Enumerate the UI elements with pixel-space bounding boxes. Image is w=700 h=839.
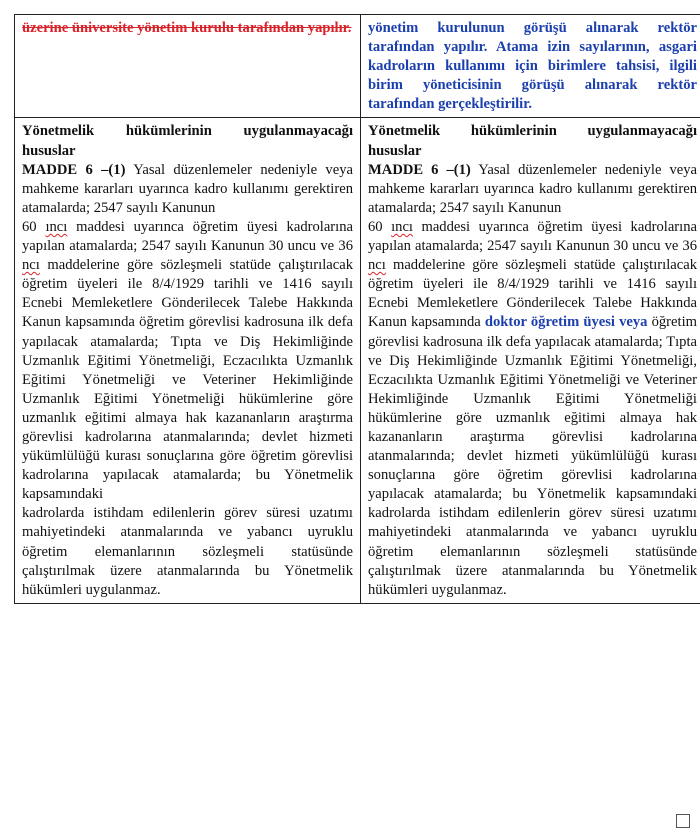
- paragraph-text: maddelerine göre sözleşmeli statüde çalıştırılacak öğretim üyeleri ile 8/4/1929 tarihli ve 1416 sayılı Ecnebi Memleketlere Gönderilecek Talebe Hakkında Kanun kapsamında öğretim görevlisi kadrosuna ilk defa yapılacak atamalarda; Tıpta ve Diş Hekimliğinde Uzmanlık Eğitimi Yönetmeliği, Eczacılıkta Uzmanlık Eğitimi Yönetmeliği ve Veteriner Hekimliğinde Uzmanlık Eğitimi Yönetmeliği hükümlerine göre uzmanlık eğitimi almaya hak kazananların araştırma görevlisi kadrolarına atanmalarında; devlet hizmeti yükümlülüğü kurası sonuçlarına göre öğretim görevlisi kadrolarına yapılacak atamalarda; bu Yönetmelik kapsamındaki: [22, 257, 353, 503]
- paragraph: [368, 161, 697, 218]
- section-heading: Yönetmelik hükümlerinin uygulanmayacağı hususlar: [368, 123, 697, 159]
- table-row: [15, 118, 700, 603]
- paragraph: [22, 218, 353, 504]
- inserted-text: doktor öğretim üyesi veya: [484, 314, 648, 331]
- old-text-cell: [15, 15, 361, 118]
- paragraph-text: Yasal düzenlemeler nedeniyle veya mahkeme kararları uyarınca kadro kullanımı gerektiren atamalarda; 2547 sayılı Kanunun: [22, 161, 353, 216]
- paragraph: [22, 161, 353, 218]
- deleted-text: üzerine üniversite yönetim kurulu tarafından yapılır.: [22, 20, 352, 36]
- paragraph-text: Yasal düzenlemeler nedeniyle veya mahkeme kararları uyarınca kadro kullanımı gerektiren atamalarda; 2547 sayılı Kanunun: [368, 161, 697, 216]
- paragraph-text: maddelerine göre sözleşmeli statüde çalıştırılacak öğretim üyeleri ile 8/4/1929 tarihli ve 1416 sayılı Ecnebi Memleketlere Gönderilecek Talebe Hakkında Kanun kapsamında: [368, 257, 697, 331]
- article-label: MADDE 6 –(1): [22, 161, 126, 178]
- paragraph-text: maddesi uyarınca öğretim üyesi kadrolarına yapılan atamalarda; 2547 sayılı Kanunun 30 uncu ve 36: [368, 218, 697, 255]
- article-label: MADDE 6 –(1): [368, 161, 471, 178]
- spelling-flag: ncı: [368, 257, 386, 274]
- new-text-cell: [361, 15, 700, 118]
- old-text-cell: [15, 118, 361, 603]
- section-heading: Yönetmelik hükümlerinin uygulanmayacağı hususlar: [22, 123, 353, 159]
- paragraph: [22, 504, 353, 599]
- paragraph-text: 60: [22, 218, 46, 235]
- table-resize-handle[interactable]: [676, 814, 690, 828]
- paragraph-text: kadrolarda istihdam edilenlerin görev süresi uzatımı mahiyetindeki atanmalarında ve yabancı uyruklu öğretim elemanlarının sözleşmeli statüsünde çalıştırılmak üzere atanmalarında bu Yönetmelik hükümleri uygulanmaz.: [22, 505, 353, 598]
- paragraph-text: 60: [368, 218, 392, 235]
- spelling-flag: ncı: [22, 257, 40, 274]
- inserted-text: yönetim kurulunun görüşü alınarak rektör tarafından yapılır. Atama izin sayılarının, asgari kadroların kullanımı için birimlere tahsisi, ilgili birim yöneticisinin görüşü alınarak rektör tarafından gerçekleştirilir.: [368, 20, 697, 113]
- spelling-flag: ıncı: [391, 218, 413, 235]
- table-row: [15, 15, 700, 118]
- comparison-table: [14, 14, 700, 604]
- paragraph: [368, 218, 697, 600]
- new-text-cell: [361, 118, 700, 603]
- spelling-flag: ıncı: [45, 218, 68, 235]
- paragraph-text: öğretim görevlisi kadrosuna ilk defa yapılacak atamalarda; Tıpta ve Diş Hekimliğinde Uzmanlık Eğitimi Yönetmeliği, Eczacılıkta Uzmanlık Eğitimi Yönetmeliği ve Veteriner Hekimliğinde Uzmanlık Eğitimi Yönetmeliği hükümlerine göre uzmanlık eğitimi almaya hak kazananların araştırma görevlisi kadrolarına atanmalarında; devlet hizmeti yükümlülüğü kurası sonuçlarına göre öğretim görevlisi kadrolarına yapılacak atamalarda; bu Yönetmelik kapsamındaki kadrolarda istihdam edilenlerin görev süresi uzatımı mahiyetindeki atanmalarında ve yabancı uyruklu öğretim elemanlarının sözleşmeli statüsünde çalıştırılmak üzere atanmalarında bu Yönetmelik hükümleri uygulanmaz.: [368, 314, 697, 598]
- paragraph-text: maddesi uyarınca öğretim üyesi kadrolarına yapılan atamalarda; 2547 sayılı Kanunun 30 uncu ve 36: [22, 218, 353, 255]
